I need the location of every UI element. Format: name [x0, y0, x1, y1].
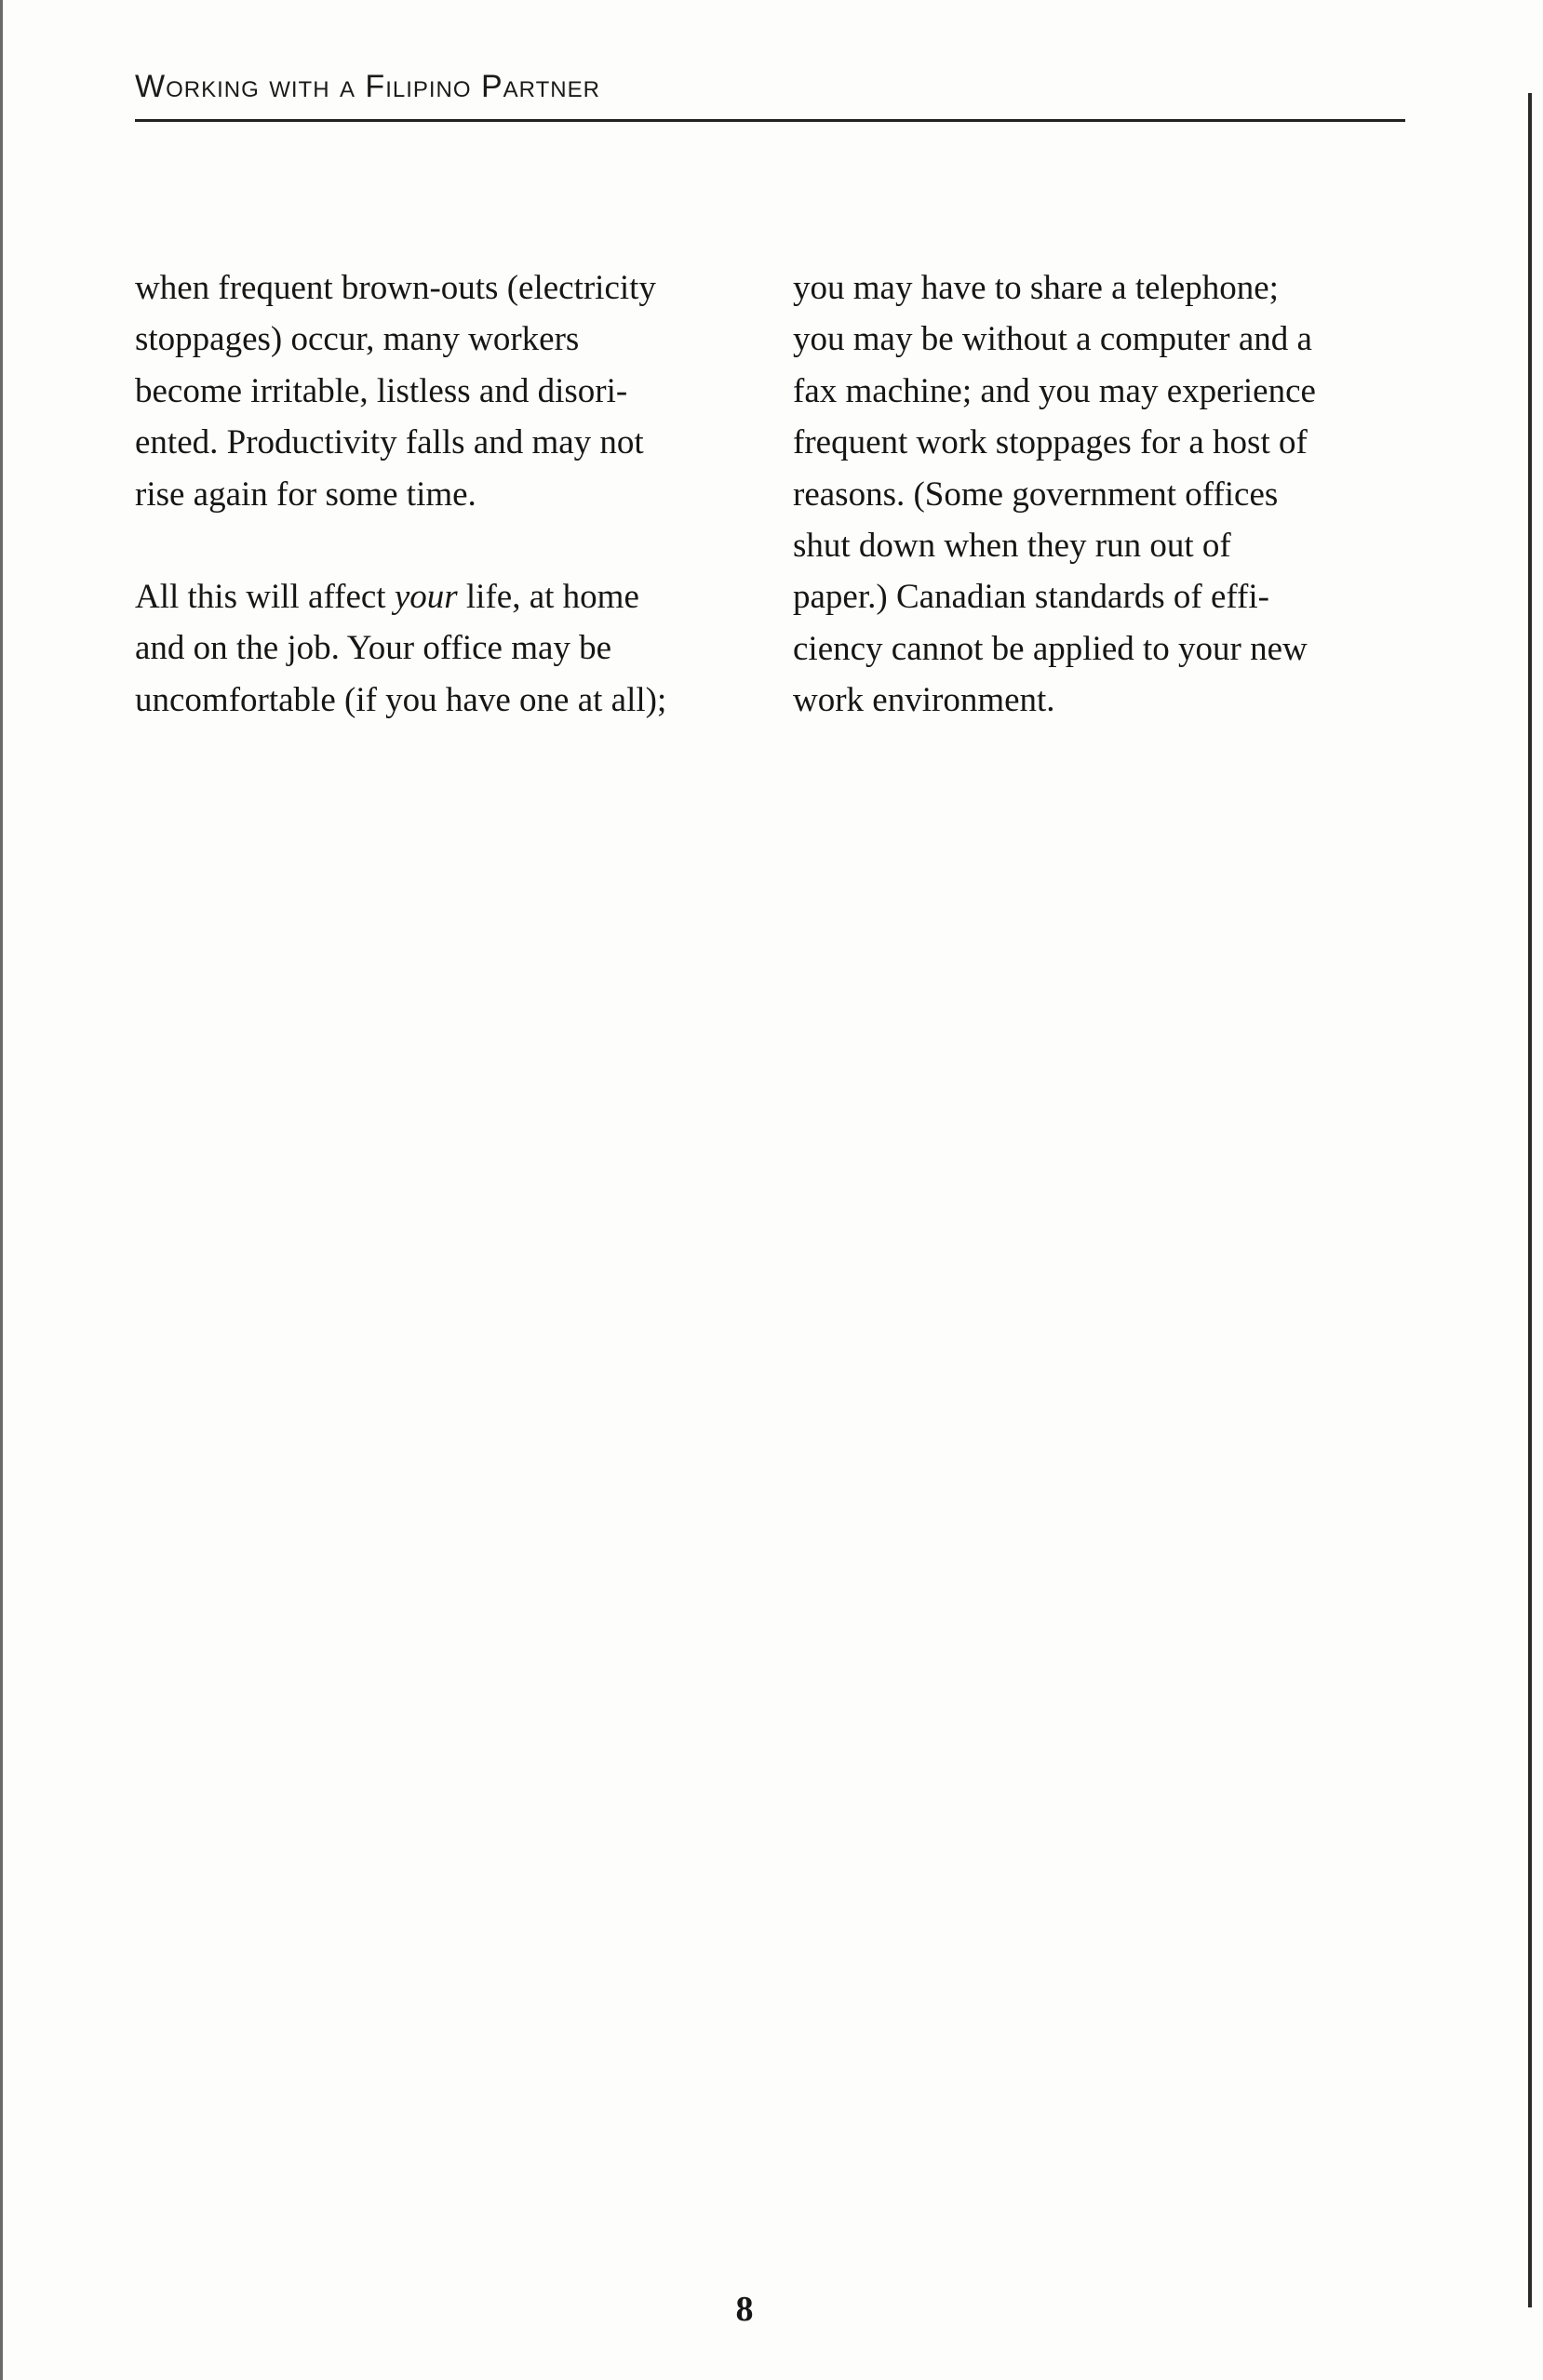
right-column — [793, 262, 1416, 727]
text-line: ented. Productivity falls and may not — [135, 423, 644, 462]
emphasis-text: your — [394, 578, 458, 617]
text-segment: All this will affect — [135, 578, 395, 617]
page-left-edge — [0, 0, 3, 2380]
text-line: shut down when they run out of — [793, 527, 1231, 566]
text-line: become irritable, listless and disori- — [135, 371, 628, 410]
page-header — [135, 67, 1405, 123]
running-head: Working with a Filipino Partner — [135, 69, 600, 104]
text-line: paper.) Canadian standards of effi- — [793, 578, 1269, 617]
text-line: when frequent brown-outs (electricity — [135, 269, 656, 307]
text-line: frequent work stoppages for a host of — [793, 423, 1308, 462]
text-line: reasons. (Some government offices — [793, 475, 1279, 514]
left-paragraph-1 — [135, 262, 758, 520]
text-line: ciency cannot be applied to your new — [793, 629, 1308, 668]
text-line: uncomfortable (if you have one at all); — [135, 680, 667, 719]
text-line: work environment. — [793, 681, 1055, 720]
left-column — [135, 262, 758, 726]
text-line: fax machine; and you may experience — [793, 371, 1316, 410]
left-paragraph-2 — [135, 571, 758, 726]
header-rule — [135, 119, 1405, 122]
text-segment: life, at home — [457, 578, 639, 617]
text-line: rise again for some time. — [135, 475, 476, 514]
text-line: stoppages) occur, many workers — [135, 320, 580, 359]
text-line — [135, 571, 758, 622]
page-number: 8 — [735, 2290, 754, 2329]
text-line: you may have to share a telephone; — [793, 269, 1279, 307]
text-line: and on the job. Your office may be — [135, 629, 612, 668]
page-right-edge — [1528, 93, 1532, 2307]
text-line: you may be without a computer and a — [793, 320, 1312, 359]
right-paragraph-1 — [793, 262, 1416, 727]
